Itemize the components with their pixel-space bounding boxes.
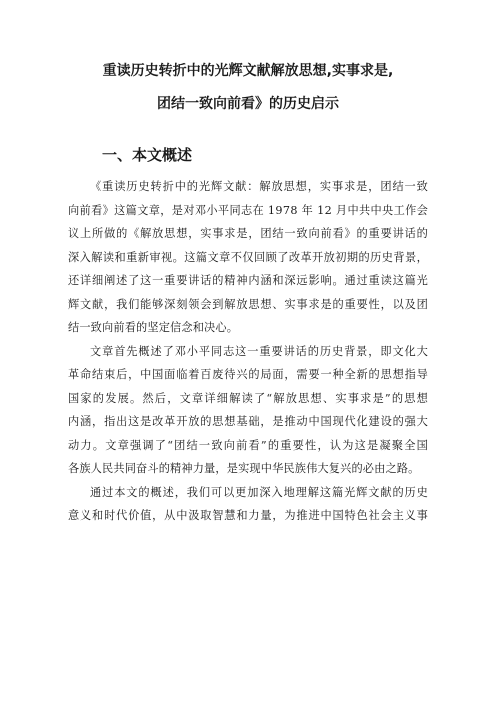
paragraph-2-line-6: 各族人民共同奋斗的精神力量，是实现中华民族伟大复兴的必由之路。 <box>68 462 420 475</box>
section-heading: 一、本文概述 <box>102 146 193 164</box>
paragraph-1-line-5: 还详细阐述了这一重要讲话的精神内涵和深远影响。通过重读这篇光 <box>68 274 429 287</box>
paragraph-2-line-1: 文章首先概述了邓小平同志这一重要讲话的历史背景，即文化大 <box>90 344 429 358</box>
paragraph-1-line-7: 结一致向前看的坚定信念和决心。 <box>68 321 239 334</box>
paragraph-1-line-1: 《重读历史转折中的光辉文献：解放思想，实事求是，团结一致 <box>90 180 429 193</box>
paragraph-3-line-1: 通过本文的概述，我们可以更加深入地理解这篇光辉文献的历史 <box>90 485 429 499</box>
paragraph-1-line-4: 深入解读和重新审视。这篇文章不仅回顾了改革开放初期的历史背景， <box>68 250 429 264</box>
paragraph-2-line-4: 内涵，指出这是改革开放的思想基础，是推动中国现代化建设的强大 <box>68 415 429 428</box>
document-title-line-1: 重读历史转折中的光辉文献解放思想,实事求是, <box>102 63 394 79</box>
paragraph-1-line-6: 辉文献，我们能够深刻领会到解放思想、实事求是的重要性，以及团 <box>68 297 429 311</box>
paragraph-1-line-2: 向前看》这篇文章，是对邓小平同志在 1978 年 12 月中共中央工作会 <box>68 203 429 217</box>
paragraph-2-line-3: 国家的发展。然后，文章详细解读了“解放思想、实事求是”的思想 <box>68 391 430 405</box>
paragraph-2-line-5: 动力。文章强调了“团结一致向前看”的重要性，认为这是凝聚全国 <box>68 438 430 452</box>
document-title-line-2: 团结一致向前看》的历史启示 <box>157 96 339 112</box>
paragraph-3-line-2: 意义和时代价值，从中汲取智慧和力量，为推进中国特色社会主义事 <box>68 509 429 522</box>
paragraph-2-line-2: 革命结束后，中国面临着百废待兴的局面，需要一种全新的思想指导 <box>68 368 429 381</box>
paragraph-1-line-3: 议上所做的《解放思想，实事求是，团结一致向前看》的重要讲话的 <box>68 227 429 240</box>
